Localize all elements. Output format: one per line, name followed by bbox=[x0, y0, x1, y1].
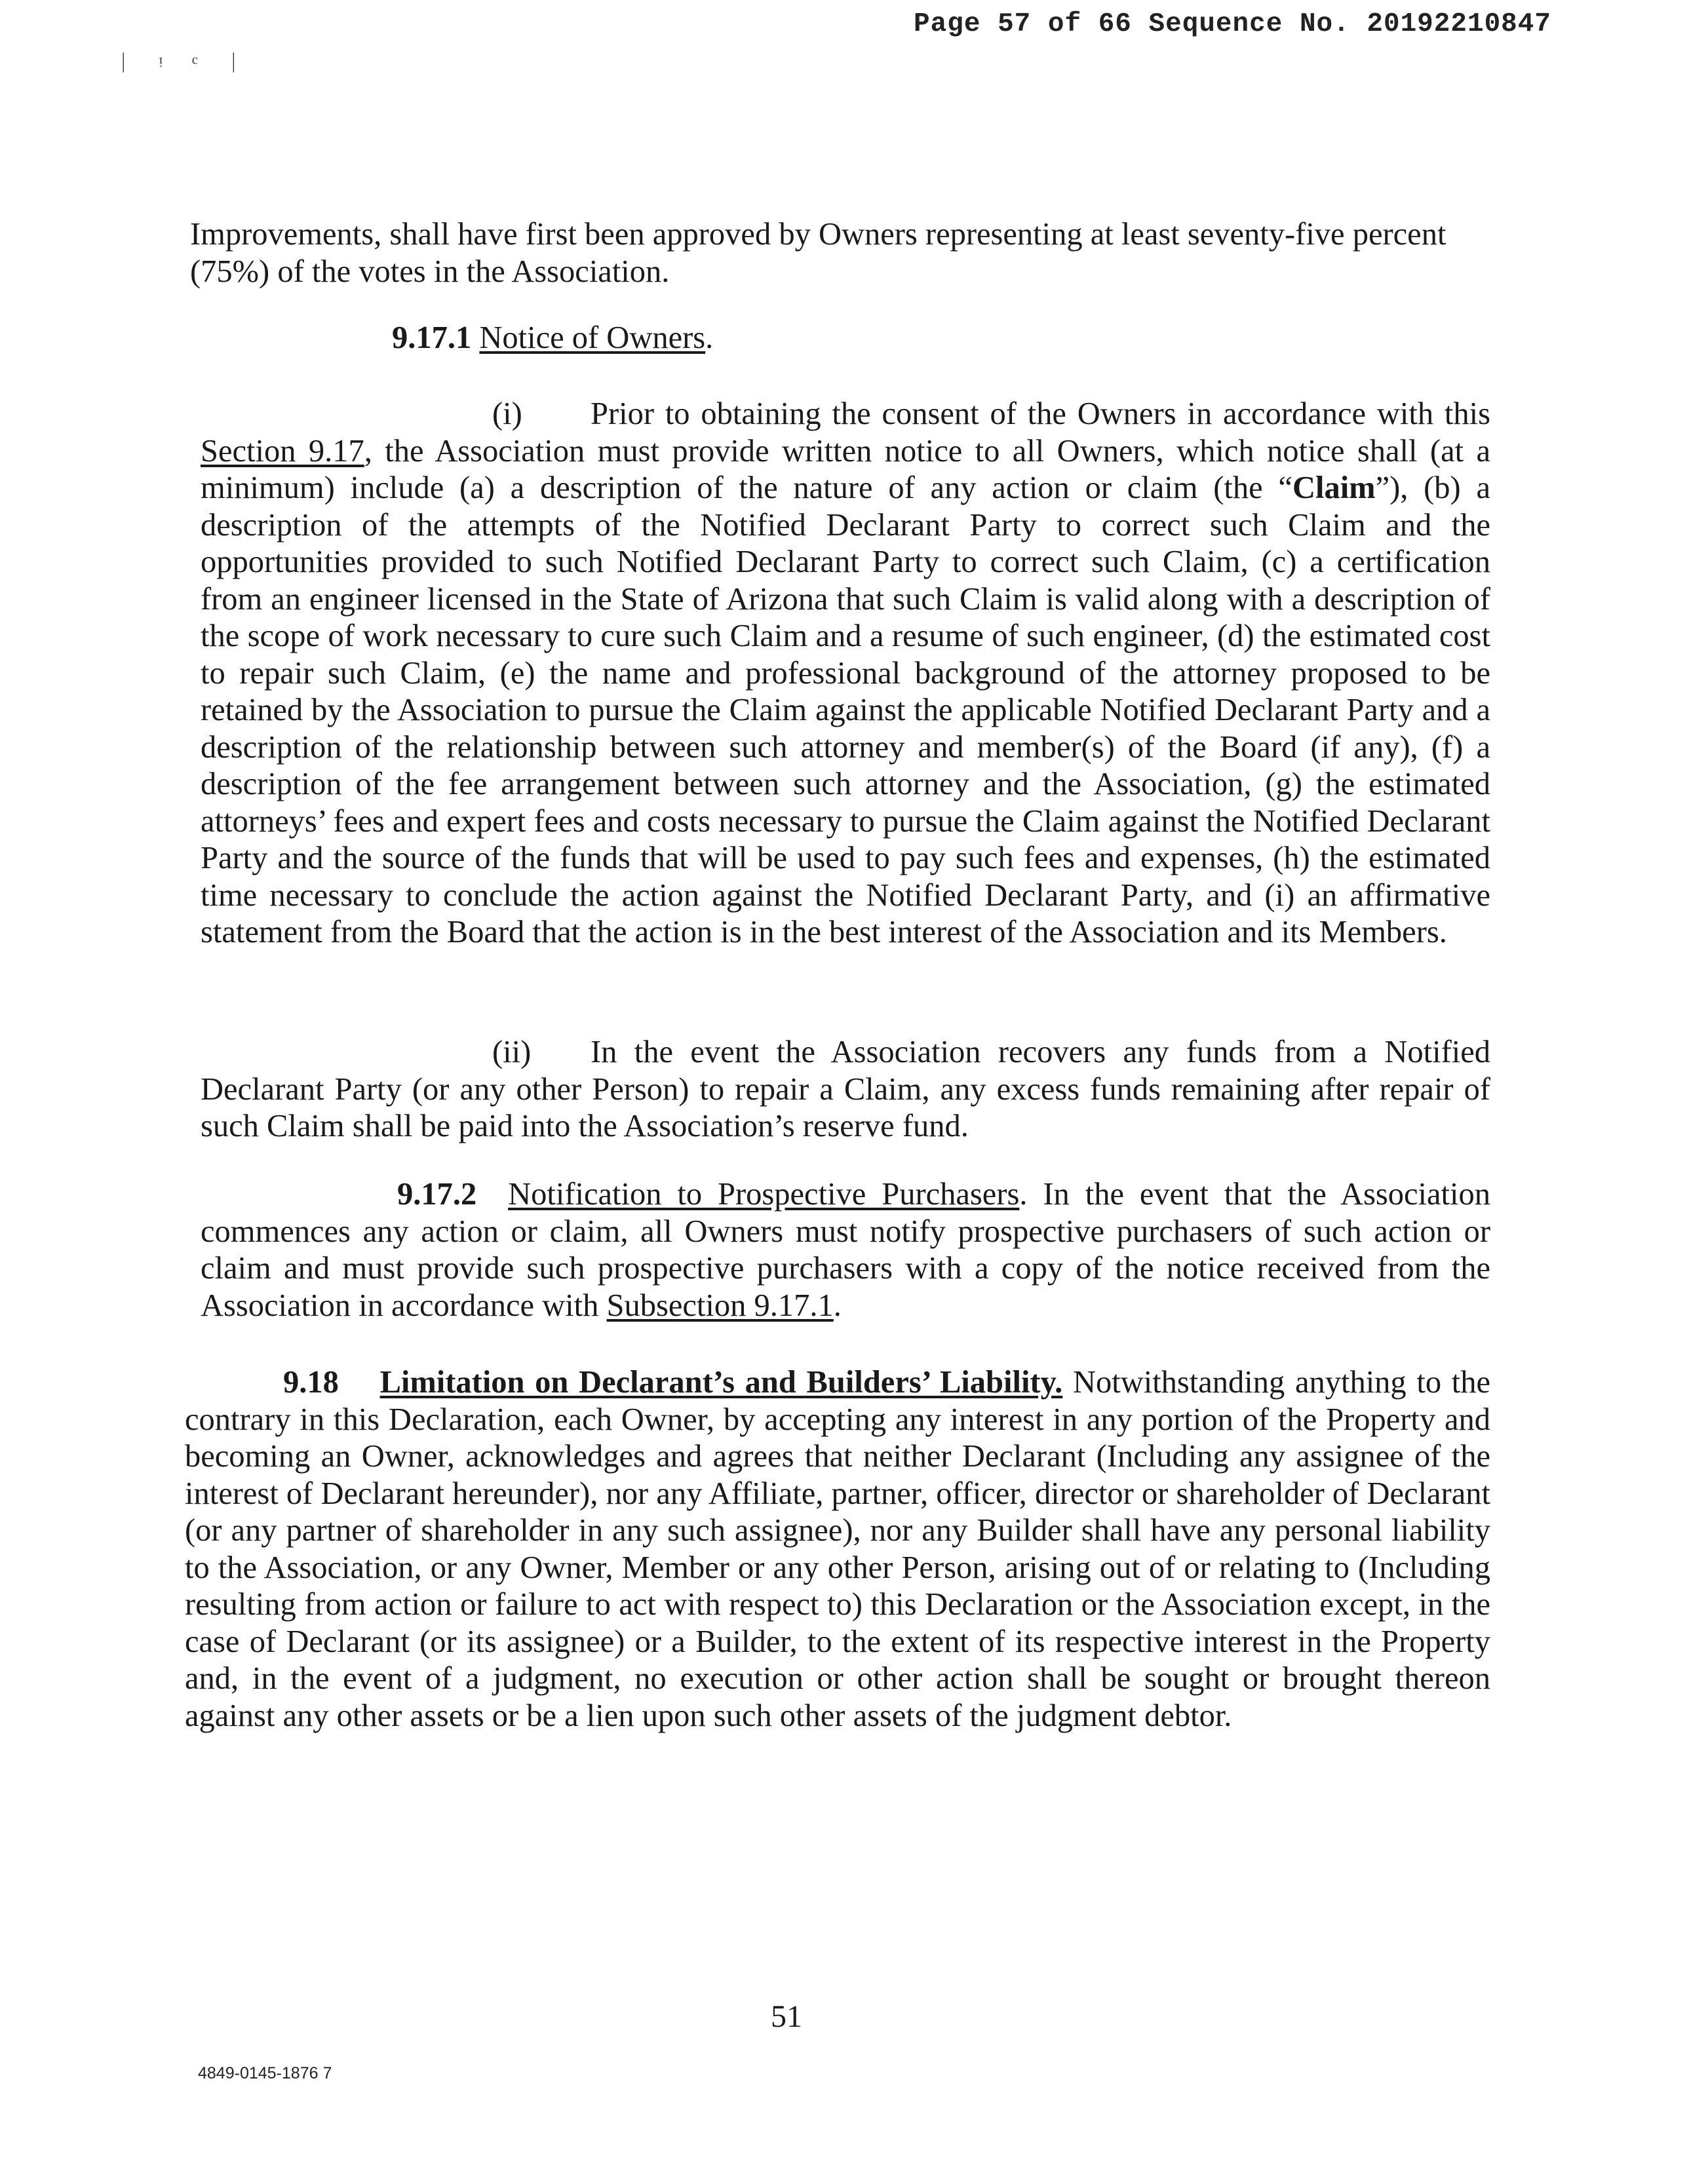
clause-marker: (i) bbox=[492, 396, 522, 431]
page-sequence-header: Page 57 of 66 Sequence No. 20192210847 bbox=[914, 9, 1551, 39]
section-text: . In the event that the Association commences any action or claim, all Owners must notify prospective purchasers of such action or claim and must provide such prospective purchasers with a copy of the notice received from the Association in accordance with bbox=[201, 1177, 1491, 1323]
section-text: Notwithstanding anything to the contrary in this Declaration, each Owner, by accepting any interest in any portion of the Property and becoming an Owner, acknowledges and agrees that neither Declarant (Including any assignee of the interest of Declarant hereunder), nor any Affiliate, partner, officer, director or shareholder of Declarant (or any partner of shareholder in any such assignee), nor any Builder shall have any personal liability to the Association, or any Owner, Member or any other Person, arising out of or relating to (Including resulting from action or failure to act with respect to) this Declaration or the Association except, in the case of Declarant (or its assignee) or a Builder, to the extent of its respective interest in the Property and, in the event of a judgment, no execution or other action shall be sought or brought thereon against any other assets or be a lien upon such other assets of the judgment debtor. bbox=[185, 1365, 1490, 1733]
section-title: Notification to Prospective Purchasers bbox=[508, 1177, 1020, 1212]
section-reference: Section 9.17 bbox=[201, 433, 364, 469]
section-title: Limitation on Declarant’s and Builders’ Liability. bbox=[379, 1365, 1063, 1400]
clause-lead-text: Prior to obtaining the consent of the Owners in accordance with this bbox=[591, 396, 1490, 431]
clause-text: In the event the Association recovers any funds from a Notified Declarant Party (or any other Person) to repair a Claim, any excess funds remaining after repair of such Claim shall be paid into the Association’s reserve fund. bbox=[201, 1035, 1490, 1143]
section-number: 9.17.2 bbox=[397, 1177, 477, 1212]
section-number: 9.17.1 bbox=[392, 320, 472, 355]
section-title: Notice of Owners. bbox=[479, 320, 714, 355]
clause-marker: (ii) bbox=[492, 1035, 532, 1069]
clause-i-paragraph bbox=[201, 396, 1490, 951]
clause-text: , the Association must provide written notice to all Owners, which notice shall (at a minimum) include (a) a description of the nature of any action or claim (the “ bbox=[201, 433, 1490, 505]
scan-artifact-marks: ᛁ ᵎ ᶜ ᛁ bbox=[117, 51, 252, 75]
clause-text: ”), (b) a description of the attempts of the Notified Declarant Party to correct such Claim and the opportunities provided to such Notified Declarant Party to correct such Claim, (c) a certification from an engineer licensed in the State of Arizona that such Claim is valid along with a description of the scope of work necessary to cure such Claim and a resume of such engineer, (d) the estimated cost to repair such Claim, (e) the name and professional background of the attorney proposed to be retained by the Association to pursue the Claim against the applicable Notified Declarant Party and a description of the relationship between such attorney and member(s) of the Board (if any), (f) a description of the fee arrangement between such attorney and the Association, (g) the estimated attorneys’ fees and expert fees and costs necessary to pursue the Claim against the Notified Declarant Party and the source of the funds that will be used to pay such fees and expenses, (h) the estimated time necessary to conclude the action against the Notified Declarant Party, and (i) an affirmative statement from the Board that the action is in the best interest of the Association and its Members. bbox=[201, 470, 1490, 949]
subsection-reference: Subsection 9.17.1 bbox=[606, 1288, 834, 1323]
page-number: 51 bbox=[771, 1999, 802, 2034]
document-id: 4849-0145-1876 7 bbox=[198, 2064, 332, 2082]
section-9-17-1-heading bbox=[392, 320, 1310, 357]
defined-term: Claim bbox=[1292, 470, 1376, 505]
section-9-17-2-paragraph: 9.17.2 Notification to Prospective Purchasers. In the event that the Association commences any action or claim, all Owners must notify prospective purchasers of such action or claim and must provide such prospective purchasers with a copy of the notice received from the Association in accordance with Subsection 9.17.1. bbox=[201, 1177, 1491, 1323]
continuation-paragraph: Improvements, shall have first been approved by Owners representing at least seventy-five percent (75%) of the votes in the Association. bbox=[190, 217, 1446, 289]
clause-ii-paragraph bbox=[201, 1034, 1490, 1145]
section-9-18-paragraph bbox=[185, 1364, 1490, 1734]
section-number: 9.18 bbox=[283, 1365, 339, 1400]
